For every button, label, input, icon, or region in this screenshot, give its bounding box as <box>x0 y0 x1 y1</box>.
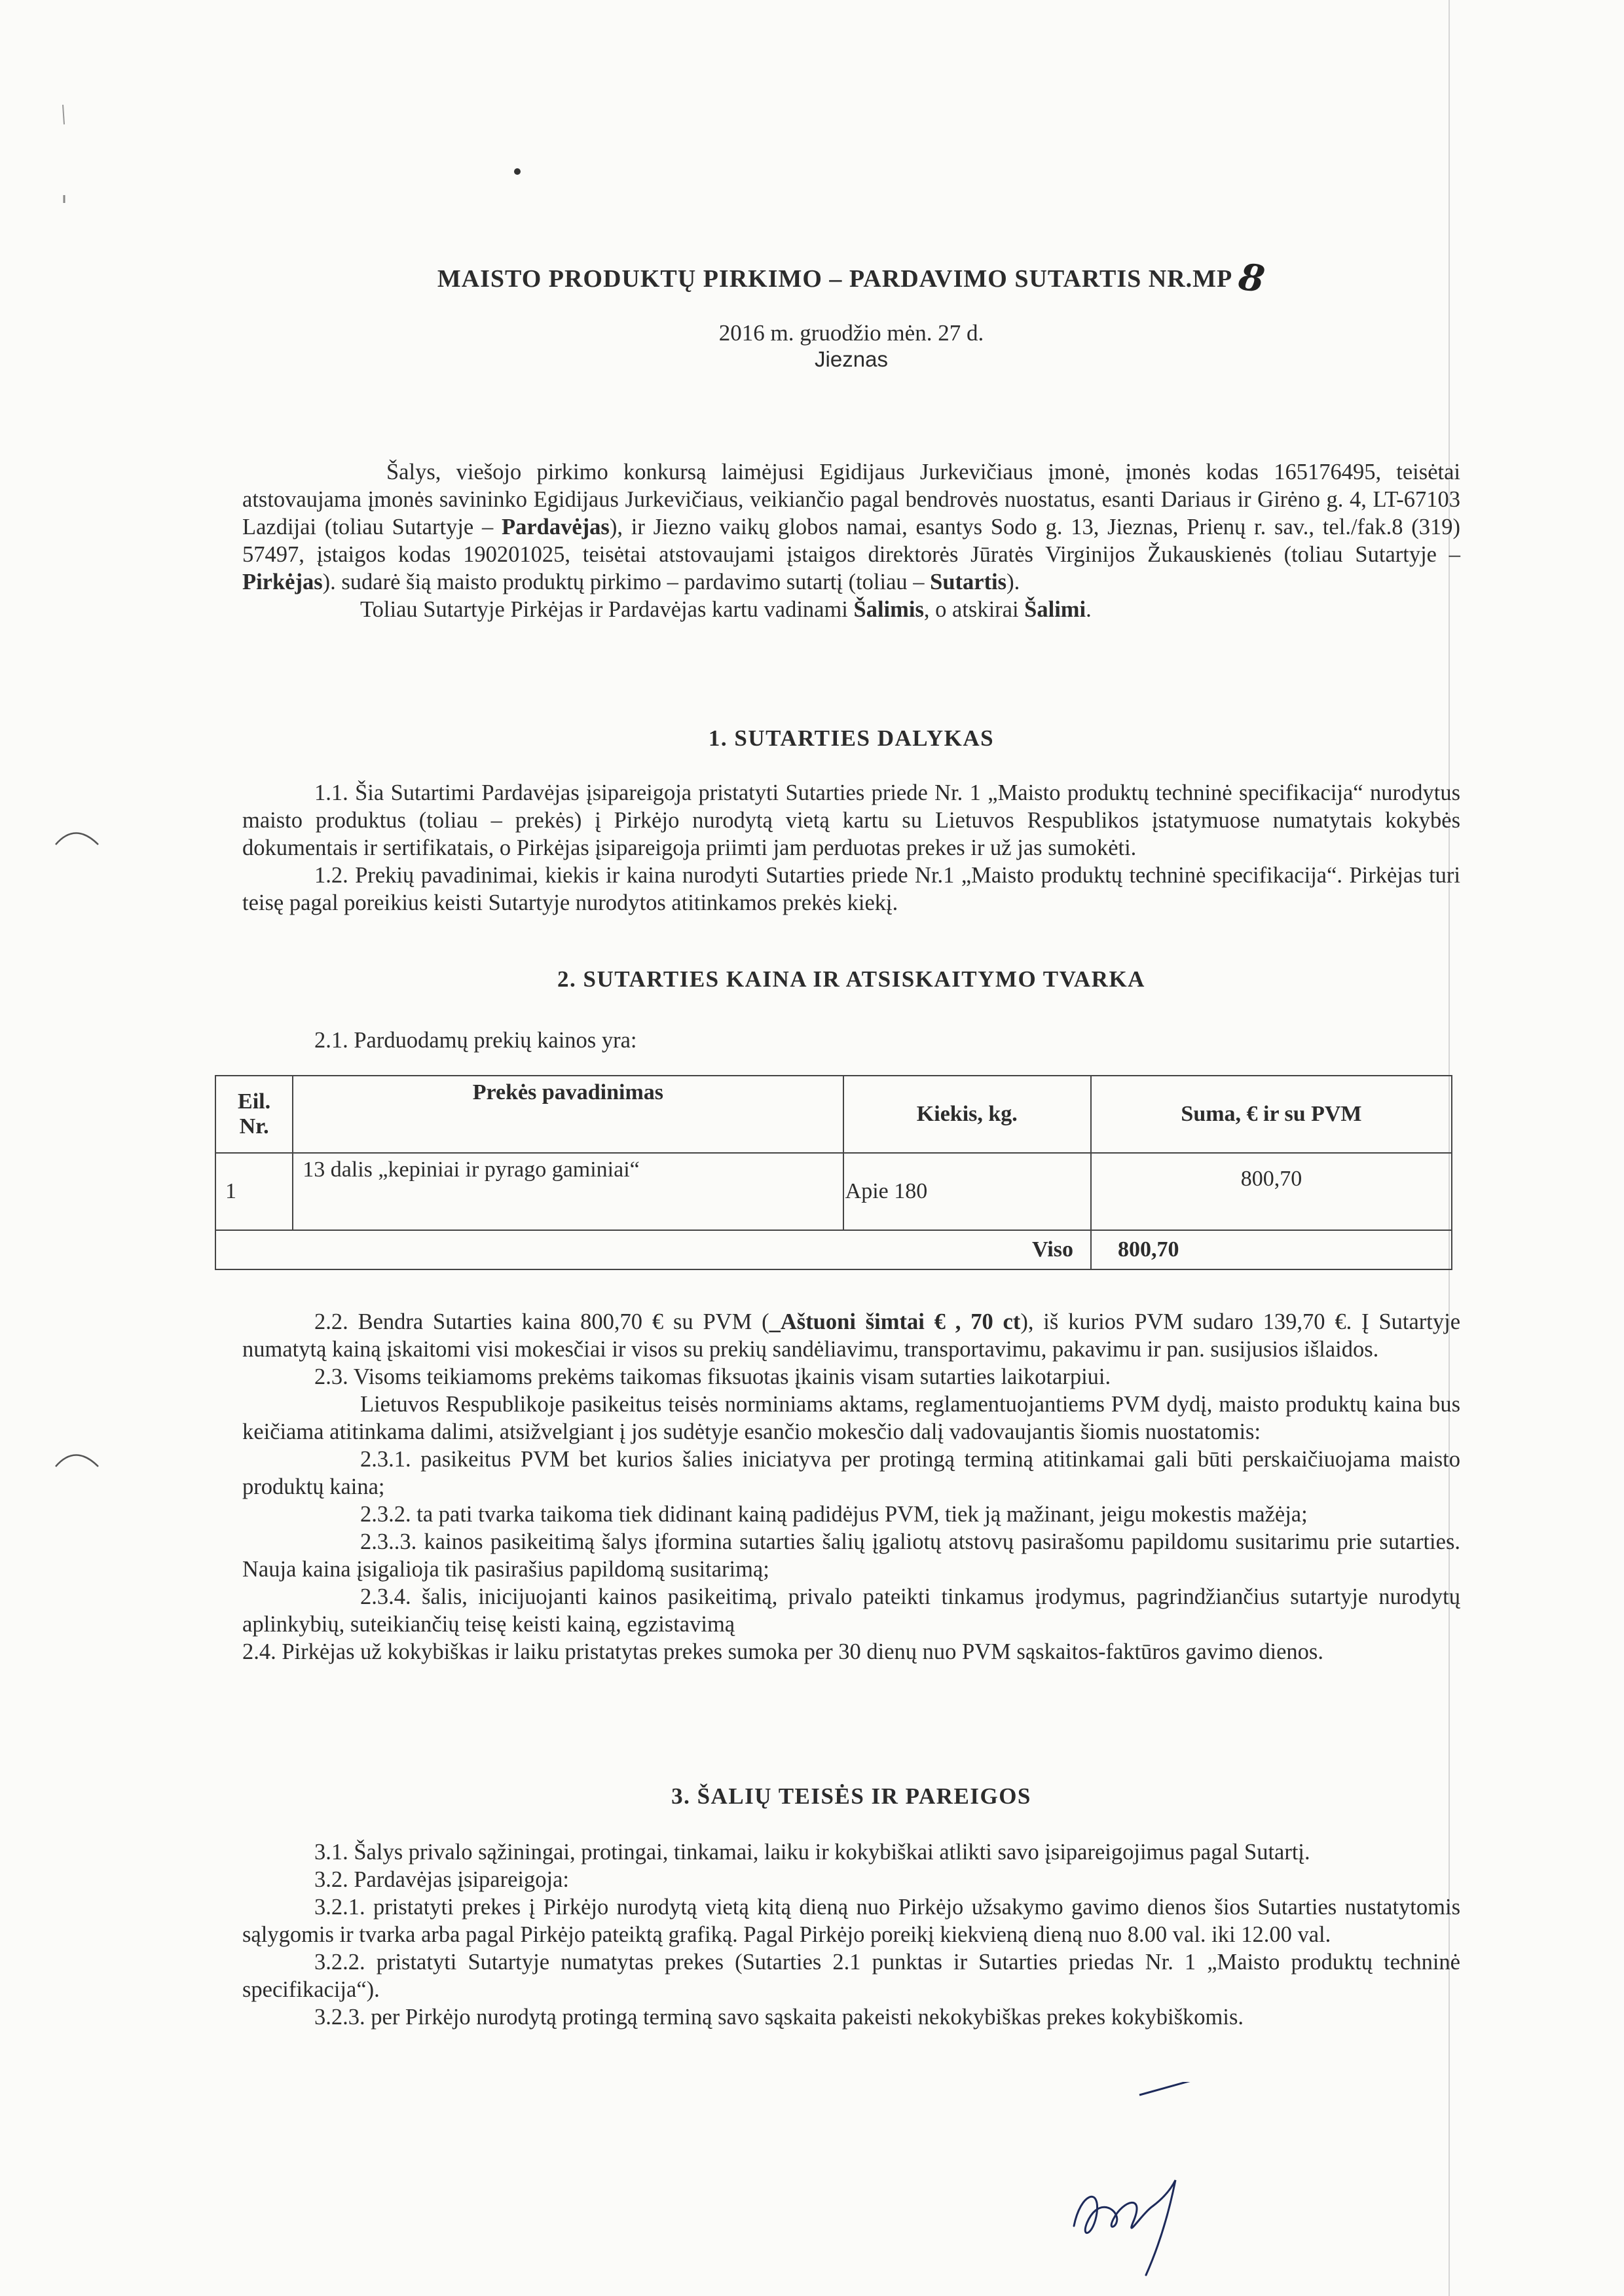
intro-paragraph <box>242 458 1460 623</box>
clause-2-1: 2.1. Parduodamų prekių kainos yra: <box>314 1028 637 1053</box>
clause-2-3: 2.3. Visoms teikiamoms prekėms taikomas fiksuotas įkainis visam sutarties laikotarpiui. <box>314 1364 1111 1389</box>
price-in-words: _Aštuoni šimtai € , 70 ct <box>769 1309 1021 1334</box>
cell-product-name: 13 dalis „kepiniai ir pyrago gaminiai“ <box>293 1153 843 1230</box>
term-parties: Šalimis <box>853 597 924 622</box>
section-1-heading: 1. SUTARTIES DALYKAS <box>708 725 995 751</box>
clause-3-2: 3.2. Pardavėjas įsipareigoja: <box>314 1867 569 1892</box>
total-value: 800,70 <box>1091 1230 1452 1269</box>
section-1-body <box>242 779 1460 917</box>
clause-1-1: 1.1. Šia Sutartimi Pardavėjas įsipareigoja pristatyti Sutarties priede Nr. 1 „Maisto produktų techninė specifikacija“ nurodytus maisto produktus (toliau – prekės) į Pirkėjo nurodytą vietą kartu su Lietuvos Respublikos įstatymuose numatytais kokybės dokumentais ir sertifikatais, o Pirkėjas įsipareigoja priimti jam perduotas prekes ir už jas sumokėti. <box>242 780 1460 860</box>
clause-2-2 <box>242 1308 1460 1363</box>
header-product-name: Prekės pavadinimas <box>293 1076 843 1153</box>
term-buyer: Pirkėjas <box>242 570 323 594</box>
clause-2-2-text-1: 2.2. Bendra Sutarties kaina 800,70 € su PVM ( <box>314 1309 769 1334</box>
clause-3-2-3: 3.2.3. per Pirkėjo nurodytą protingą terminą savo sąskaita pakeisti nekokybiškas prekes kokybiškomis. <box>314 2005 1244 2030</box>
header-amount: Suma, € ir su PVM <box>1091 1076 1452 1153</box>
parties-text-1: Toliau Sutartyje Pirkėjas ir Pardavėjas kartu vadinami <box>360 597 854 622</box>
intro-text-3: ). sudarė šią maisto produktų pirkimo – pardavimo sutartį (toliau – <box>322 570 931 594</box>
parties-text-2: , o atskirai <box>923 597 1025 622</box>
section-3-heading: 3. ŠALIŲ TEISĖS IR PAREIGOS <box>671 1783 1031 1809</box>
clause-2-3-2: 2.3.2. ta pati tvarka taikoma tiek didinant kainą padidėjus PVM, tiek ją mažinant, jeigu mokestis mažėja; <box>360 1502 1308 1527</box>
table-row <box>215 1153 1452 1230</box>
table-header-row <box>215 1076 1452 1153</box>
header-quantity: Kiekis, kg. <box>843 1076 1091 1153</box>
section-3-body <box>242 1838 1460 2031</box>
handwritten-contract-number: 8 <box>1236 255 1268 302</box>
clause-2-2-text-2: ), iš kurios PVM sudaro 139,70 €. Į Sutartyje numatytą kainą įskaitomi visi mokesčiai ir visos su prekių sandėliavimu, transportavimu, pakavimu ir pan. susijusios išlaidos. <box>242 1309 1461 1362</box>
header-item-no: Eil. Nr. <box>215 1076 293 1153</box>
table-total-row <box>215 1230 1452 1269</box>
contract-place: Jieznas <box>815 347 888 371</box>
contract-title-text: MAISTO PRODUKTŲ PIRKIMO – PARDAVIMO SUTARTIS NR.MP <box>437 265 1233 293</box>
clause-3-2-1: 3.2.1. pristatyti prekes į Pirkėjo nurodytą vietą kitą dieną nuo Pirkėjo užsakymo gavimo dienos šios Sutarties nustatytomis sąlygomis ir tvarka arba pagal Pirkėjo pateiktą grafiką. Pagal Pirkėjo poreikį kiekvieną dieną nuo 8.00 val. iki 12.00 val. <box>242 1895 1460 1947</box>
clause-2-3-vat: Lietuvos Respublikoje pasikeitus teisės norminiams aktams, reglamentuojantiems PVM dydį, maisto produktų kaina bus keičiama atitinkama dalimi, atsižvelgiant į jos sudėtyje esančio mokesčio dalį vadovaujantis šiomis nuostatomis: <box>242 1392 1460 1444</box>
clause-3-2-2: 3.2.2. pristatyti Sutartyje numatytas prekes (Sutarties 2.1 punktas ir Sutarties priedas Nr. 1 „Maisto produktų techninė specifikacija“). <box>242 1950 1460 2002</box>
signature <box>1061 2082 1231 2278</box>
intro-text-4: ). <box>1006 570 1020 594</box>
clause-1-2: 1.2. Prekių pavadinimai, kiekis ir kaina nurodyti Sutarties priede Nr.1 „Maisto produktų techninė specifikacija“. Pirkėjas turi teisę pagal poreikius keisti Sutartyje nurodytos atitinkamos prekės kiekį. <box>242 863 1460 915</box>
clause-2-3-3: 2.3..3. kainos pasikeitimą šalys įformina sutarties šalių įgaliotų atstovų pasirašomu papildomu susitarimu prie sutarties. Nauja kaina įsigalioja tik pasirašius papildomą susitarimą; <box>242 1529 1460 1582</box>
cell-quantity: Apie 180 <box>843 1153 1091 1230</box>
clause-3-1: 3.1. Šalys privalo sąžiningai, protingai, tinkamai, laiku ir kokybiškai atlikti savo įsipareigojimus pagal Sutartį. <box>314 1840 1310 1865</box>
parties-text-3: . <box>1086 597 1092 622</box>
total-label: Viso <box>215 1230 1091 1269</box>
term-seller: Pardavėjas <box>502 515 610 539</box>
clause-2-4: 2.4. Pirkėjas už kokybiškas ir laiku pristatytas prekes sumoka per 30 dienų nuo PVM sąskaitos-faktūros gavimo dienos. <box>242 1639 1323 1664</box>
cell-amount: 800,70 <box>1091 1153 1452 1230</box>
contract-title <box>242 257 1460 300</box>
term-contract: Sutartis <box>930 570 1007 594</box>
cell-item-no: 1 <box>215 1153 293 1230</box>
clause-2-3-1: 2.3.1. pasikeitus PVM bet kurios šalies iniciatyva per protingą terminą atitinkamai gali būti perskaičiuojama maisto produktų kaina; <box>242 1447 1460 1499</box>
term-party: Šalimi <box>1024 597 1086 622</box>
section-2-body <box>242 1308 1460 1666</box>
intro-text-1: Šalys, viešojo pirkimo konkursą laimėjusi Egidijaus Jurkevičiaus įmonė, įmonės kodas 165176495, teisėtai atstovaujama įmonės savininko Egidijaus Jurkevičiaus, veikiančio pagal bendrovės nuostatus, esanti Dariaus ir Girėno g. 4, LT-67103 Lazdijai (toliau Sutartyje – <box>242 460 1460 539</box>
section-2-heading: 2. SUTARTIES KAINA IR ATSISKAITYMO TVARKA <box>557 966 1145 992</box>
clause-2-1-block <box>242 1027 1460 1054</box>
clause-2-3-4: 2.3.4. šalis, inicijuojanti kainos pasikeitimą, privalo pateikti tinkamus įrodymus, pagrindžiančius sutartyje nurodytų aplinkybių, suteikiančių teisę keisti kainą, egzistavimą <box>242 1584 1460 1637</box>
intro-text-2: ), ir Jiezno vaikų globos namai, esantys Sodo g. 13, Jieznas, Prienų r. sav., tel./fak.8 (319) 57497, įstaigos kodas 190201025, teisėtai atstovaujami įstaigos direktorės Jūratės Virginijos Žukauskienės (toliau Sutartyje – <box>242 515 1460 567</box>
price-table <box>215 1075 1452 1270</box>
contract-date: 2016 m. gruodžio mėn. 27 d. <box>718 320 984 346</box>
